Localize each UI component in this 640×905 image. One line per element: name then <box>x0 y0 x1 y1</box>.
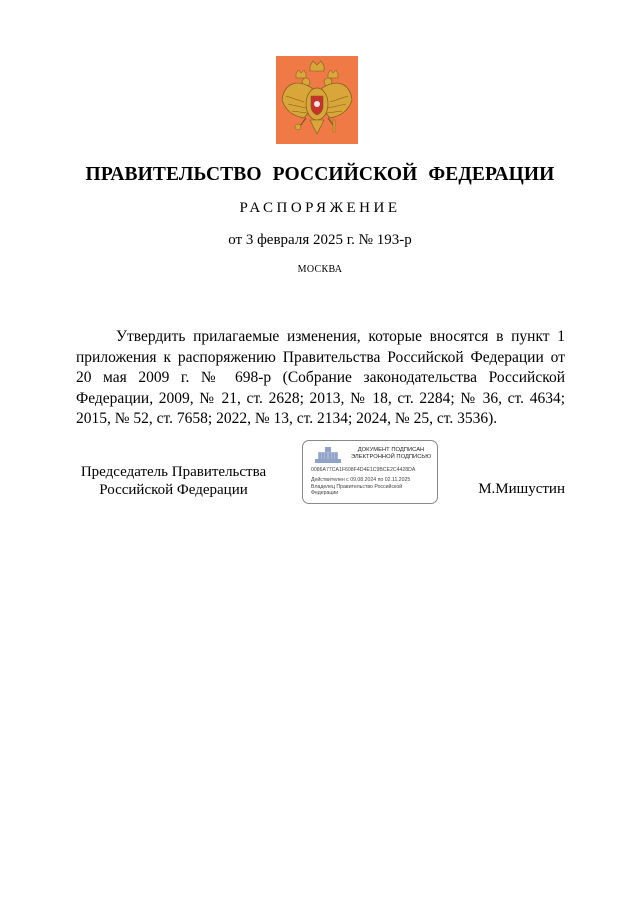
signer-position-line1: Председатель Правительства <box>80 464 267 480</box>
order-paragraph: Утвердить прилагаемые изменения, которые вносятся в пункт 1 приложения к распоряжению Правительства Российской Федерации от 20 мая 2009 г. № 698-р (Собрание законодательства Российской Федерации, 2009, № 21, ст. 2628; 2013, № 18, ст. 2284; № 36, ст. 4634; 2015, № 52, ст. 7658; 2022, № 13, ст. 2134; 2024, № 25, ст. 3536). <box>76 328 565 427</box>
coat-of-arms-icon <box>276 56 358 144</box>
stamp-owner-line1: Владелец Правительство Российской <box>311 484 403 490</box>
electronic-signature-stamp <box>302 440 438 504</box>
issuer-title: ПРАВИТЕЛЬСТВО РОССИЙСКОЙ ФЕДЕРАЦИИ <box>85 164 555 185</box>
stamp-certificate: 0086A77CA1F608F4D4E1C9BCE2C4428DA <box>311 467 416 473</box>
document-city: МОСКВА <box>297 264 343 275</box>
stamp-owner-line2: Федерации <box>311 490 339 496</box>
signer-position-line2: Российской Федерации <box>99 482 248 498</box>
government-building-icon <box>313 445 343 465</box>
signer-name: М.Мишустин <box>478 481 565 497</box>
stamp-heading <box>347 447 435 461</box>
document-date-number: от 3 февраля 2025 г. № 193-р <box>228 232 412 248</box>
stamp-heading-line2: ЭЛЕКТРОННОЙ ПОДПИСЬЮ <box>350 454 432 460</box>
document-type: РАСПОРЯЖЕНИЕ <box>239 200 401 216</box>
stamp-heading-line1: ДОКУМЕНТ ПОДПИСАН <box>357 447 425 453</box>
signer-position <box>76 463 271 499</box>
stamp-validity: Действителен с 09.08.2024 по 02.11.2025 <box>311 477 411 483</box>
